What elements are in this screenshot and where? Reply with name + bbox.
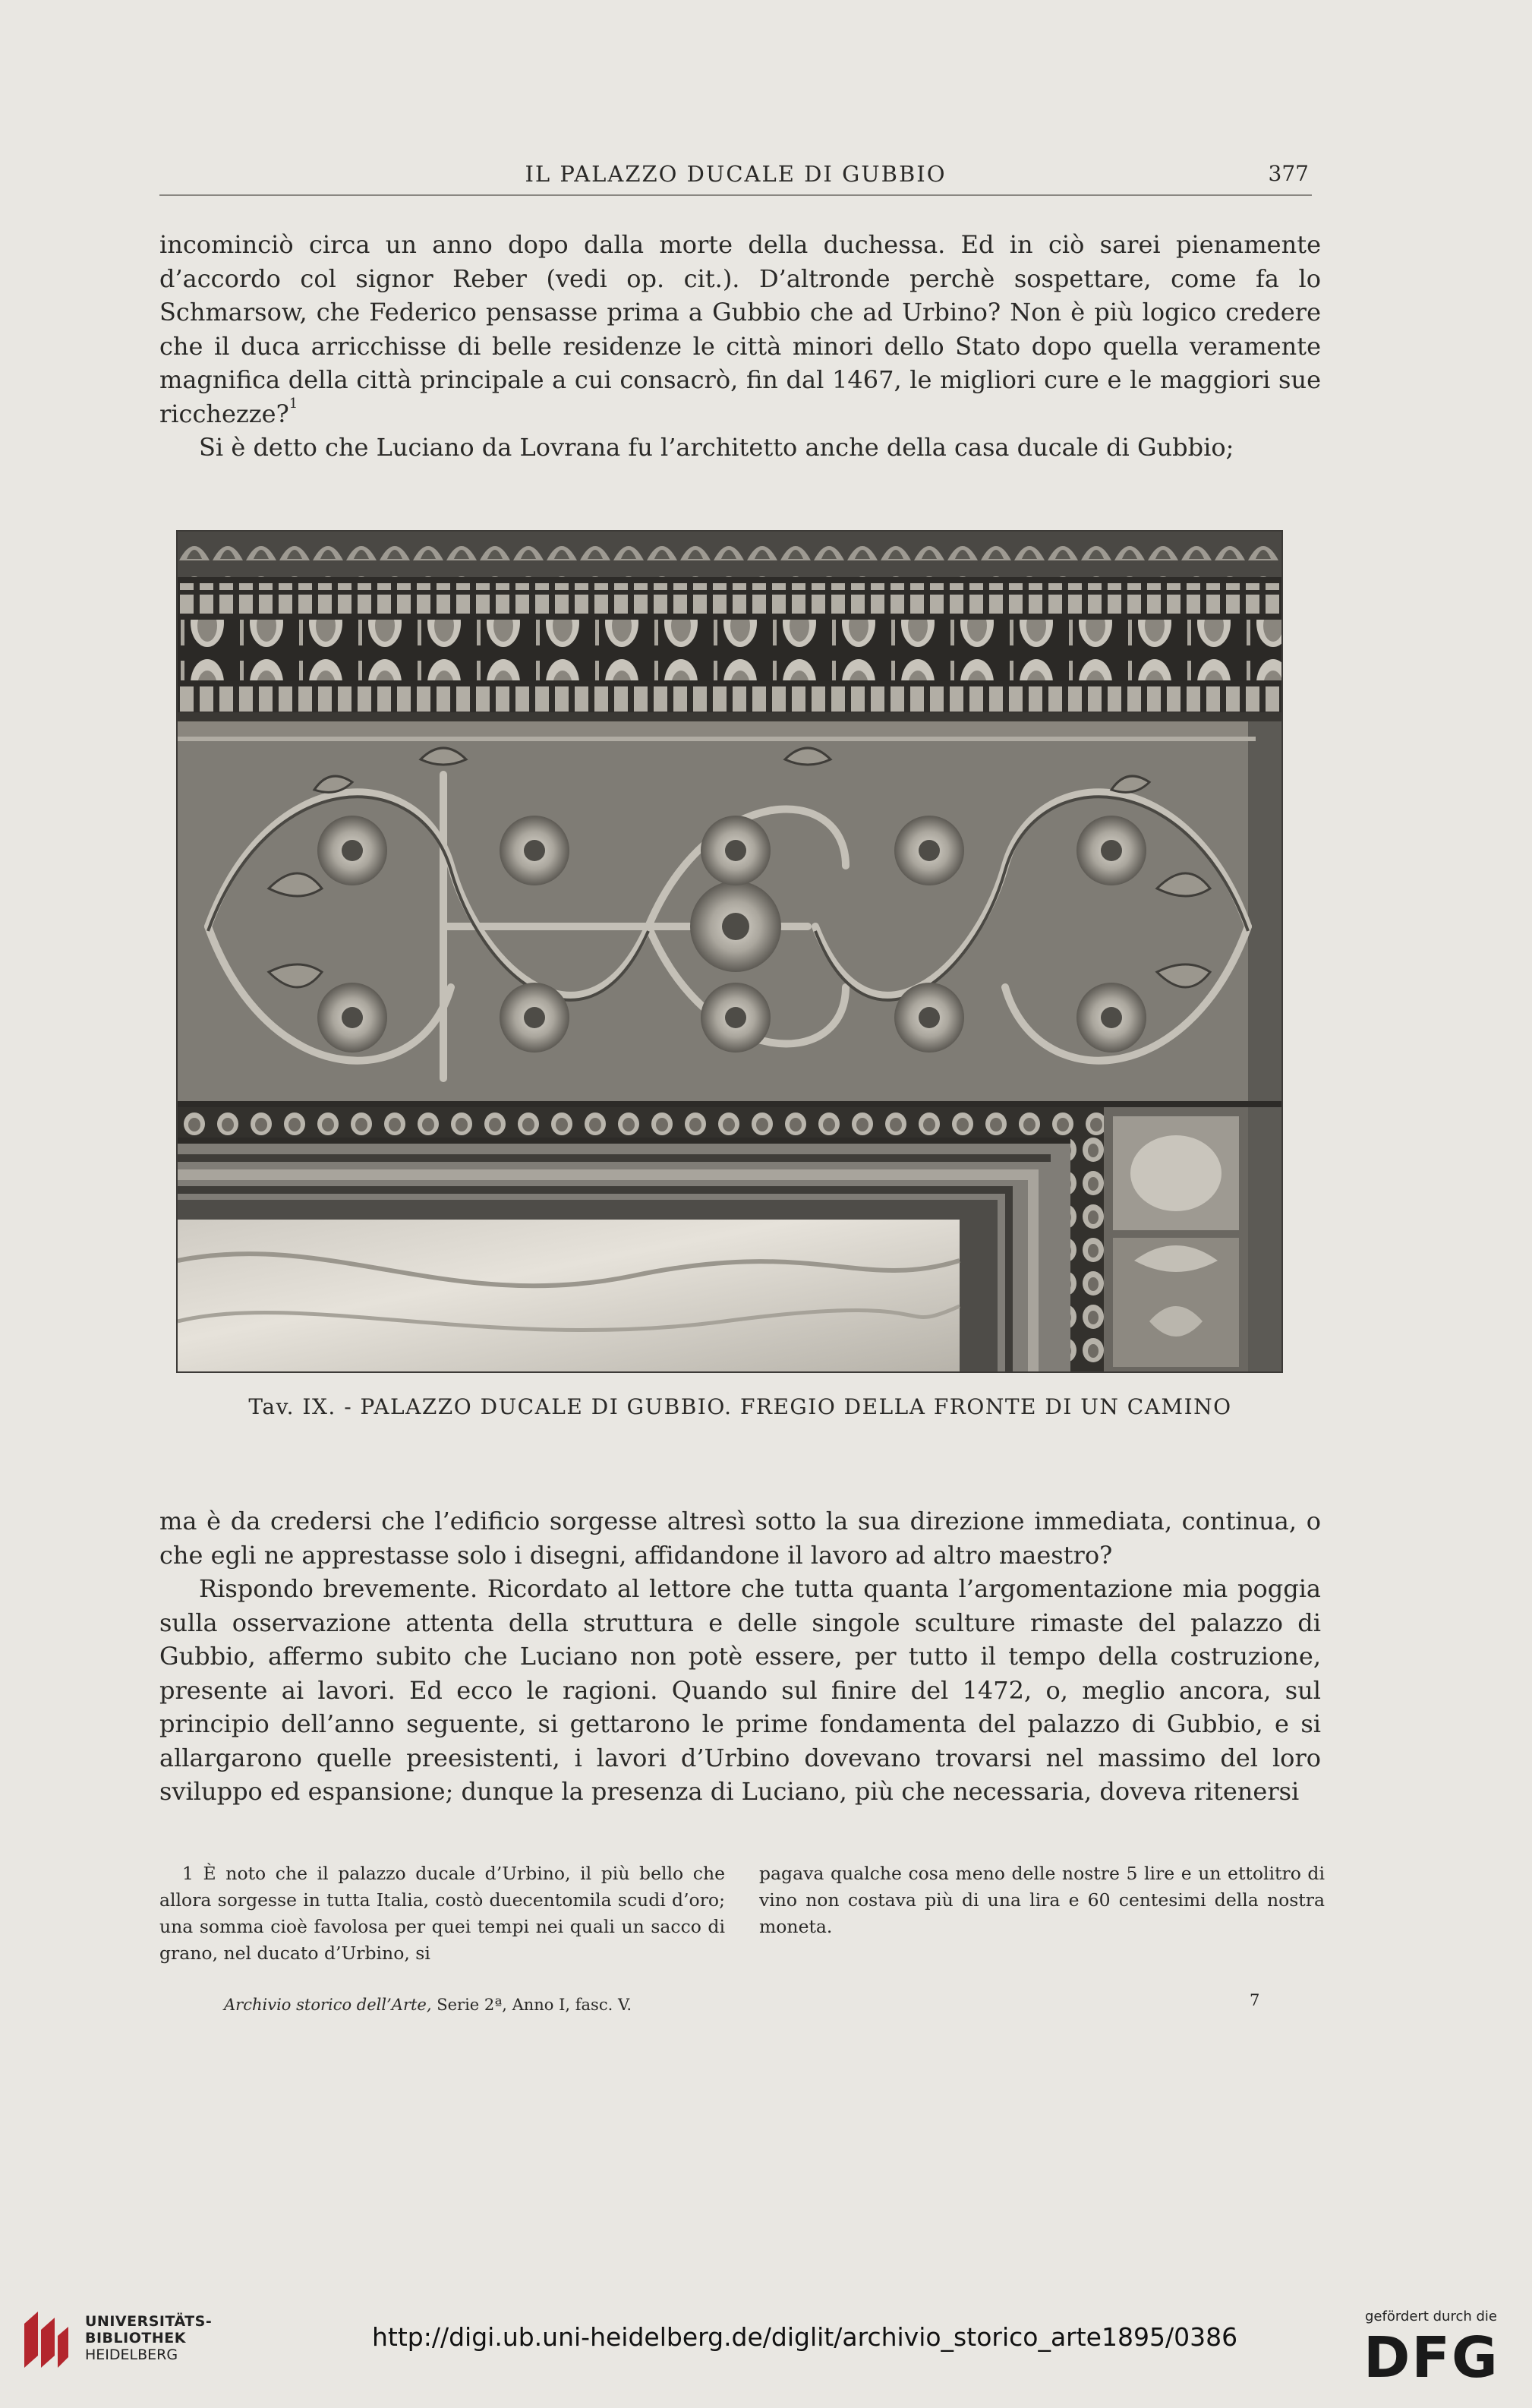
dfg-logo: DFG	[1363, 2325, 1499, 2391]
running-header	[159, 159, 1312, 196]
digitization-footer	[0, 2293, 1532, 2408]
source-url-link[interactable]: http://digi.ub.uni-heidelberg.de/diglit/archivio_storico_arte1895/0386	[372, 2322, 1238, 2352]
body-paragraph-4: Rispondo brevemente. Ricordato al lettore che tutta quanta l’argomentazione mia poggia sulla osservazione attenta della struttura e delle singole sculture rimaste del palazzo di Gubbio, affermo subito che Luciano non potè essere, per tutto il tempo della costruzione, presente ai lavori. Ed ecco le ragioni. Quando sul finire del 1472, o, meglio ancora, sul principio dell’anno seguente, si gettarono le prime fondamenta del palazzo di Gubbio, e si allargarono quelle preesistenti, i lavori d’Urbino dovevano trovarsi nel massimo del loro sviluppo ed espansione; dunque la presenza di Luciano, più che necessaria, doveva ritenersi	[159, 1574, 1321, 1806]
library-name: UNIVERSITÄTS- BIBLIOTHEK HEIDELBERG	[85, 2313, 213, 2363]
plate-caption-text: - PALAZZO DUCALE DI GUBBIO. FREGIO DELLA FRONTE DI UN CAMINO	[344, 1394, 1232, 1419]
running-title: IL PALAZZO DUCALE DI GUBBIO	[525, 161, 947, 187]
body-paragraph-3: ma è da credersi che l’edificio sorgesse altresì sotto la sua direzione immediata, continua, o che egli ne apprestasse solo i disegni, affidandone il lavoro ad altro maestro?	[159, 1507, 1321, 1570]
journal-signature-line	[224, 1996, 632, 2014]
fireplace-frieze-image	[178, 532, 1281, 1371]
figure-caption	[159, 1394, 1321, 1419]
funding-label: gefördert durch die	[1365, 2309, 1497, 2324]
plate-label: Tav. IX.	[248, 1394, 336, 1419]
body-paragraph-2: Si è detto che Luciano da Lovrana fu l’architetto anche della casa ducale di Gubbio;	[199, 433, 1234, 462]
footnote-left-column: 1 È noto che il palazzo ducale d’Urbino, il più bello che allora sorgesse in tutta Italia, costò duecentomila scudi d’oro; una somma cioè favolosa per quei tempi nei quali un sacco di grano, nel ducato d’Urbino, si	[159, 1863, 725, 1964]
journal-title: Archivio storico dell’Arte,	[224, 1996, 432, 2014]
printer-signature: 7	[1250, 1991, 1260, 2009]
journal-details: Serie 2ª, Anno I, fasc. V.	[437, 1996, 632, 2014]
university-library-logo-icon	[18, 2309, 71, 2371]
body-paragraph-1: incominciò circa un anno dopo dalla morte della duchessa. Ed in ciò sarei pienamente d’accordo col signor Reber (vedi op. cit.). D’altronde perchè sospettare, come fa lo Schmarsow, che Federico pensasse prima a Gubbio che ad Urbino? Non è più logico credere che il duca arricchisse di belle residenze le città minori dello Stato dopo quella veramente magnifica della città principale a cui consacrò, fin dal 1467, le migliori cure e le maggiori sue ricchezze?$^1$	[159, 230, 1321, 428]
footnote-marker: 1	[288, 395, 298, 412]
page-number: 377	[1268, 161, 1309, 186]
plate-photograph	[176, 530, 1283, 1373]
footnote-right-column: pagava qualche cosa meno delle nostre 5 lire e un ettolitro di vino non costava più di una lira e 60 centesimi della nostra moneta.	[759, 1863, 1325, 1937]
